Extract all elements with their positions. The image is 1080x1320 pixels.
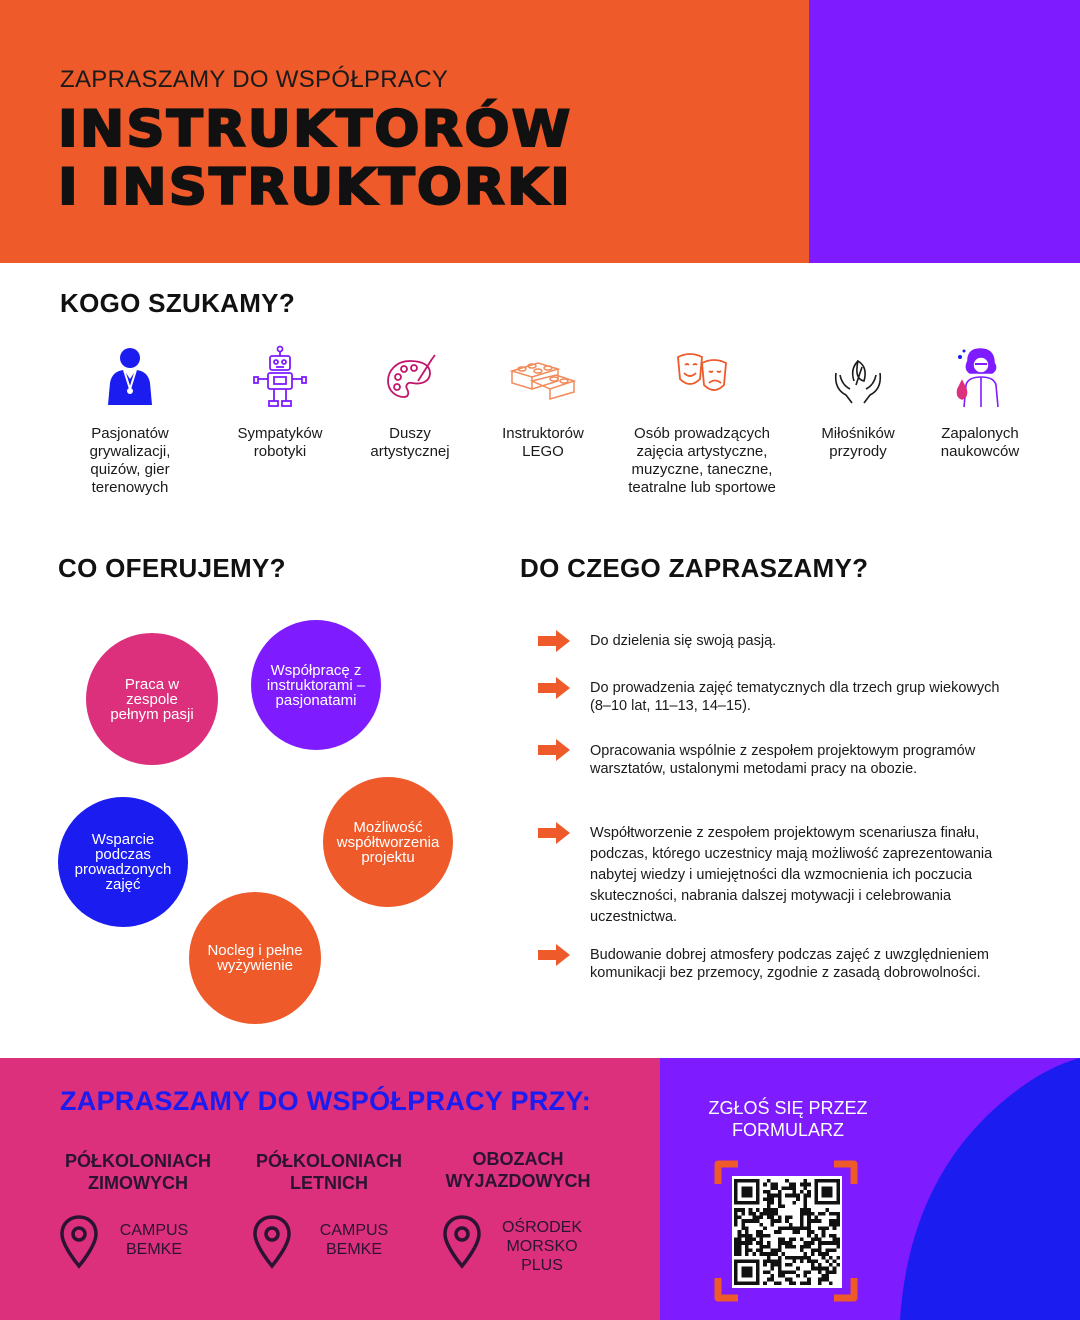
offer-circle-label: Wsparcie podczas prowadzonych zajęć	[74, 831, 172, 893]
who-item-robotics	[225, 345, 335, 461]
who-item-gamification	[70, 345, 190, 497]
who-item-science	[930, 345, 1030, 461]
location-pin-icon	[442, 1214, 482, 1270]
who-item-art	[360, 345, 460, 461]
qr-code-link[interactable]	[714, 1160, 858, 1302]
invite-item-text: Do prowadzenia zajęć tematycznych dla trzech grup wiekowych (8–10 lat, 11–13, 14–15).	[590, 680, 1000, 714]
page-title	[58, 100, 572, 216]
offer-circle-team	[86, 633, 218, 765]
location-pin-icon	[59, 1214, 99, 1270]
robot-icon	[252, 345, 308, 409]
plant-hands-icon	[830, 345, 886, 409]
arrow-right-icon	[538, 630, 570, 652]
who-item-label: Sympatyków robotyki	[237, 425, 323, 460]
qr-code-icon	[734, 1178, 840, 1286]
scientist-icon	[952, 345, 1008, 409]
header-purple-panel	[809, 0, 1080, 263]
arrow-right-icon	[538, 677, 570, 699]
arrow-right-icon	[538, 822, 570, 844]
instructor-icon	[102, 345, 158, 409]
offer-circle-label: Praca w zespole pełnym pasji	[110, 675, 194, 723]
footer-column-title: PÓŁKOLONIACH LETNICH	[256, 1151, 402, 1193]
who-item-nature	[808, 345, 908, 461]
arrow-right-icon	[538, 944, 570, 966]
arrow-right-icon	[538, 739, 570, 761]
who-item-activities	[616, 345, 788, 497]
invite-section-title: DO CZEGO ZAPRASZAMY?	[520, 553, 869, 583]
theater-masks-icon	[674, 345, 730, 409]
offer-circle-accommodation	[189, 892, 321, 1024]
offer-circle-support	[58, 797, 188, 927]
lego-bricks-icon	[508, 345, 578, 409]
header-banner	[0, 0, 1080, 263]
who-item-label: Miłośników przyrody	[821, 425, 895, 460]
footer-title: ZAPRASZAMY DO WSPÓŁPRACY PRZY:	[60, 1086, 592, 1116]
who-item-label: Duszy artystycznej	[370, 425, 450, 460]
form-cta-text: ZGŁOŚ SIĘ PRZEZ FORMULARZ	[708, 1098, 868, 1140]
who-item-lego	[488, 345, 598, 461]
footer-column-title: PÓŁKOLONIACH ZIMOWYCH	[65, 1151, 211, 1193]
who-item-label: Osób prowadzących zajęcia artystyczne, muzyczne, taneczne, teatralne lub sportowe	[628, 425, 776, 496]
offer-section-title: CO OFERUJEMY?	[58, 553, 286, 583]
footer-column-title: OBOZACH WYJAZDOWYCH	[445, 1149, 591, 1191]
page-title-line-1: INSTRUKTORÓW	[58, 100, 573, 158]
offer-circle-label: Możliwość współtworzenia projektu	[336, 818, 440, 866]
invite-item-text: Budowanie dobrej atmosfery podczas zajęć z uwzględnieniem komunikacji bez przemocy, zgodnie z zasadą dobrowolności.	[590, 947, 989, 981]
footer-decorative-shape	[900, 1058, 1080, 1320]
who-item-label: Pasjonatów grywalizacji, quizów, gier terenowych	[89, 425, 171, 496]
page-title-line-2: I INSTRUKTORKI	[58, 158, 572, 216]
offer-circle-label: Nocleg i pełne wyżywienie	[207, 942, 303, 974]
invite-item-text: Opracowania wspólnie z zespołem projektowym programów warsztatów, ustalonymi metodami pracy na obozie.	[590, 743, 976, 777]
offer-circle-label: Współpracę z instruktorami – pasjonatami	[266, 661, 366, 709]
who-item-label: Instruktorów LEGO	[502, 425, 584, 460]
location-text: OŚRODEK MORSKO PLUS	[501, 1219, 582, 1274]
who-section-title: KOGO SZUKAMY?	[60, 288, 296, 318]
offer-circle-cocreation	[323, 777, 453, 907]
who-item-label: Zapalonych naukowców	[940, 425, 1020, 460]
header-kicker: ZAPRASZAMY DO WSPÓŁPRACY	[60, 66, 449, 93]
offer-circle-collaboration	[251, 620, 381, 750]
location-text: CAMPUS BEMKE	[119, 1222, 189, 1258]
palette-icon	[382, 345, 438, 409]
invite-item-text: Do dzielenia się swoją pasją.	[590, 633, 777, 649]
location-text: CAMPUS BEMKE	[319, 1222, 389, 1258]
location-pin-icon	[252, 1214, 292, 1270]
invite-item-text: Współtworzenie z zespołem projektowym scenariusza finału, podczas, którego uczestnicy mają możliwość zaprezentowania nabytej wiedzy i umiejętności dla wzmocnienia ich poczucia skuteczności, nabrania dalszej motywacji i celebrowania uczestnictwa.	[590, 825, 993, 925]
